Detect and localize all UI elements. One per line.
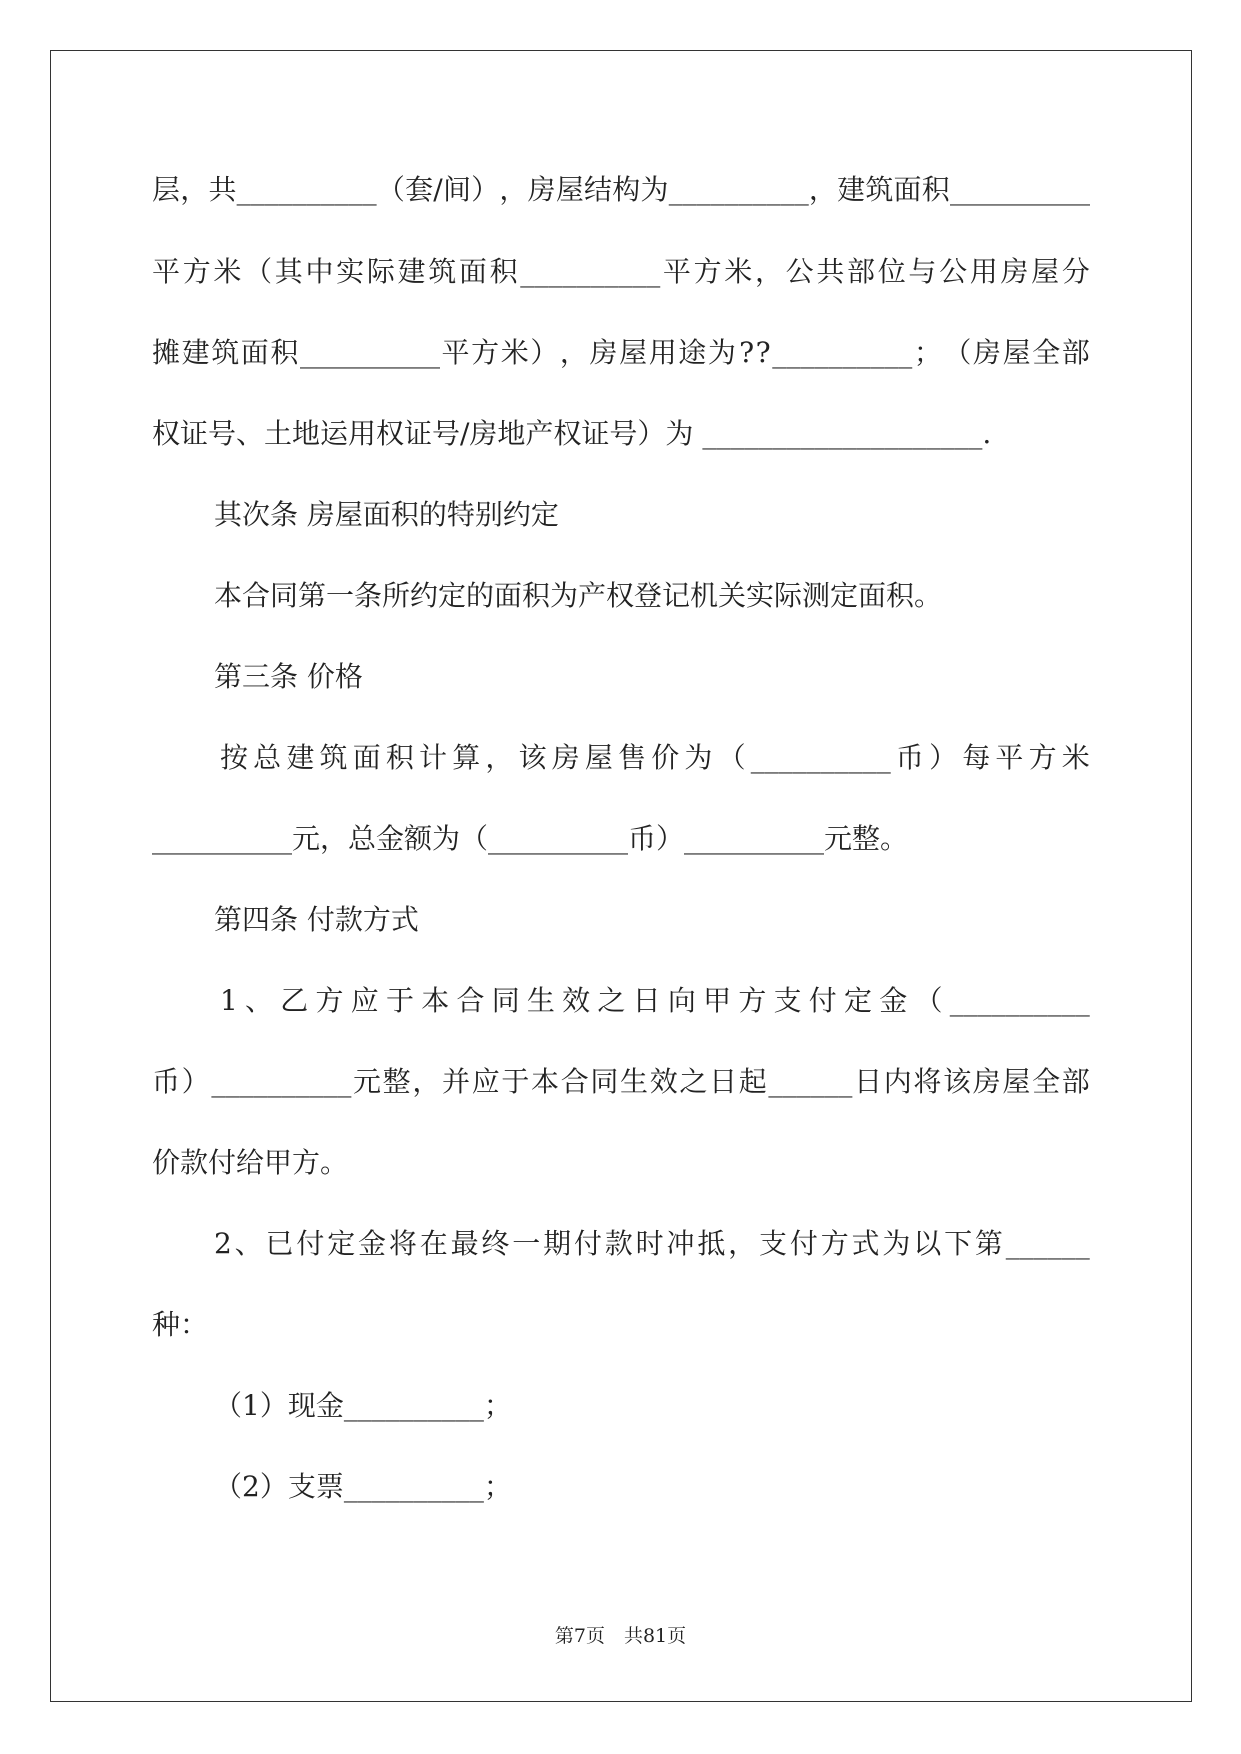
text-line-11: 1 、 乙 方 应 于 本 合 同 生 效 之 日 向 甲 方 支 付 定 金 （ __________ [220,984,1090,1017]
section-heading-2: 其次条 房屋面积的特别约定 [214,498,559,531]
text-line-4: 权证号、土地运用权证号/房地产权证号）为 ____________________. [152,417,992,450]
text-line-16: （1）现金__________； [214,1389,512,1422]
text-line-1: 层 ， 共 __________ （ 套 / 间 ） ， 房 屋 结 构 为 __________ ， 建 筑 面 积 __________ [152,173,1090,206]
text-line-17: （2）支票__________； [214,1470,512,1503]
text-line-12: 币 ） __________ 元 整 ， 并 应 于 本 合 同 生 效 之 日 起 ______ 日 内 将 该 房 屋 全 部 [152,1065,1090,1098]
section-heading-3: 第三条 价格 [214,660,363,693]
text-line-9: __________元，总金额为（__________币）__________元整。 [152,822,909,855]
page-border [50,50,1192,1702]
text-line-8: 按 总 建 筑 面 积 计 算 ， 该 房 屋 售 价 为 （ __________ 币 ） 每 平 方 米 [220,741,1090,774]
text-line-3: 摊 建 筑 面 积 __________ 平 方 米 ） ， 房 屋 用 途 为 ? ? __________ ； （ 房 屋 全 部 [152,336,1090,369]
text-line-2: 平 方 米 （ 其 中 实 际 建 筑 面 积 __________ 平 方 米 ， 公 共 部 位 与 公 用 房 屋 分 [152,255,1090,288]
text-line-6: 本合同第一条所约定的面积为产权登记机关实际测定面积。 [214,579,943,612]
section-heading-4: 第四条 付款方式 [214,903,419,936]
text-line-14: 2 、 已 付 定 金 将 在 最 终 一 期 付 款 时 冲 抵 ， 支 付 方 式 为 以 下 第 ______ [214,1227,1090,1260]
text-line-15: 种： [152,1308,209,1341]
text-line-13: 价款付给甲方。 [152,1146,349,1179]
page-number: 第7页 共81页 [554,1625,687,1647]
